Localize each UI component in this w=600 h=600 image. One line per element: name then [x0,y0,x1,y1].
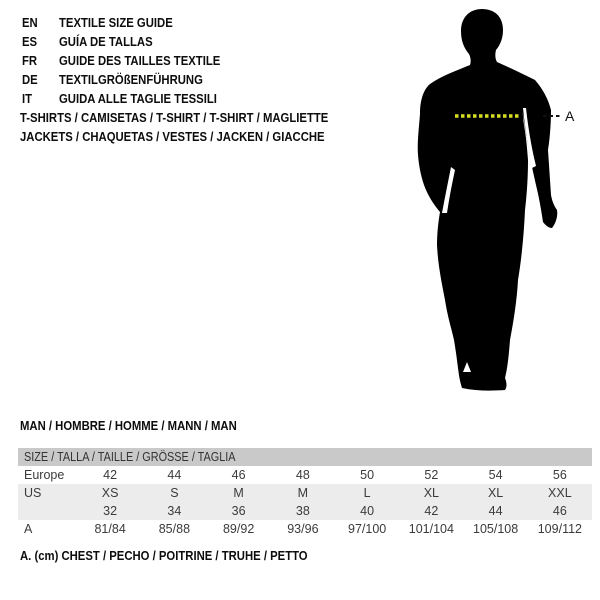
size-cell: 52 [424,468,439,482]
size-cell: XL [399,484,463,502]
product-type-lines [20,108,374,146]
size-cell: 56 [552,468,567,482]
language-row-de [22,70,244,89]
row-label [18,502,78,520]
table-row-europe [18,466,592,484]
man-silhouette [418,9,558,391]
size-cell: XXL [528,484,592,502]
size-cell: XS [78,484,142,502]
language-row-it [22,89,244,108]
size-cell: 42 [103,468,118,482]
size-cell: 44 [464,502,528,520]
size-cell: 32 [78,502,142,520]
size-cell: 40 [335,502,399,520]
product-line-jackets: JACKETS / CHAQUETAS / VESTES / JACKEN / GIACCHE [20,129,325,144]
language-code: FR [22,53,38,68]
language-label: GUIDA ALLE TAGLIE TESSILI [59,91,217,106]
row-label: US [18,484,78,502]
size-cell: L [335,484,399,502]
table-row-us-numeric [18,502,592,520]
section-heading-man: MAN / HOMBRE / HOMME / MANN / MAN [20,418,237,433]
row-label: Europe [24,468,65,482]
row-label: A [24,522,33,536]
language-row-fr [22,51,244,70]
size-cell: 42 [399,502,463,520]
language-code: ES [22,34,38,49]
size-cell: 105/108 [473,522,519,536]
size-cell: 34 [142,502,206,520]
man-silhouette-svg [393,4,578,402]
size-table-header: SIZE / TALLA / TAILLE / GRÖSSE / TAGLIA [18,448,592,466]
size-cell: M [271,484,335,502]
language-row-en [22,13,244,32]
measure-label-a: A [565,108,575,124]
size-cell: M [207,484,271,502]
size-table-header-row [18,448,592,466]
language-row-es [22,32,244,51]
size-cell: 93/96 [287,522,319,536]
figure-area [393,4,578,402]
size-table [18,448,592,538]
product-line-tshirts: T-SHIRTS / CAMISETAS / T-SHIRT / T-SHIRT / MAGLIETTE [20,110,329,125]
language-label: TEXTILE SIZE GUIDE [59,15,173,30]
language-code: EN [22,15,38,30]
language-label: TEXTILGRÖßENFÜHRUNG [59,72,203,87]
footnote-chest: A. (cm) CHEST / PECHO / POITRINE / TRUHE / PETTO [20,548,308,563]
size-cell: 85/88 [158,522,191,536]
table-row-us [18,484,592,502]
language-list [22,13,244,108]
size-cell: 109/112 [537,522,582,536]
language-code: IT [22,91,33,106]
size-cell: 50 [360,468,375,482]
size-cell: 46 [528,502,592,520]
language-label: GUIDE DES TAILLES TEXTILE [59,53,221,68]
size-cell: 36 [207,502,271,520]
language-label: GUÍA DE TALLAS [59,34,153,49]
size-cell: 97/100 [348,522,387,536]
language-code: DE [22,72,38,87]
size-cell: 44 [167,468,182,482]
size-cell: 48 [295,468,310,482]
table-row-chest-cm [18,520,592,538]
size-cell: 101/104 [408,522,454,536]
size-cell: S [142,484,206,502]
size-cell: 38 [271,502,335,520]
size-cell: 46 [231,468,246,482]
size-cell: 89/92 [222,522,255,536]
size-cell: 81/84 [94,522,126,536]
size-cell: 54 [488,468,503,482]
size-cell: XL [464,484,528,502]
